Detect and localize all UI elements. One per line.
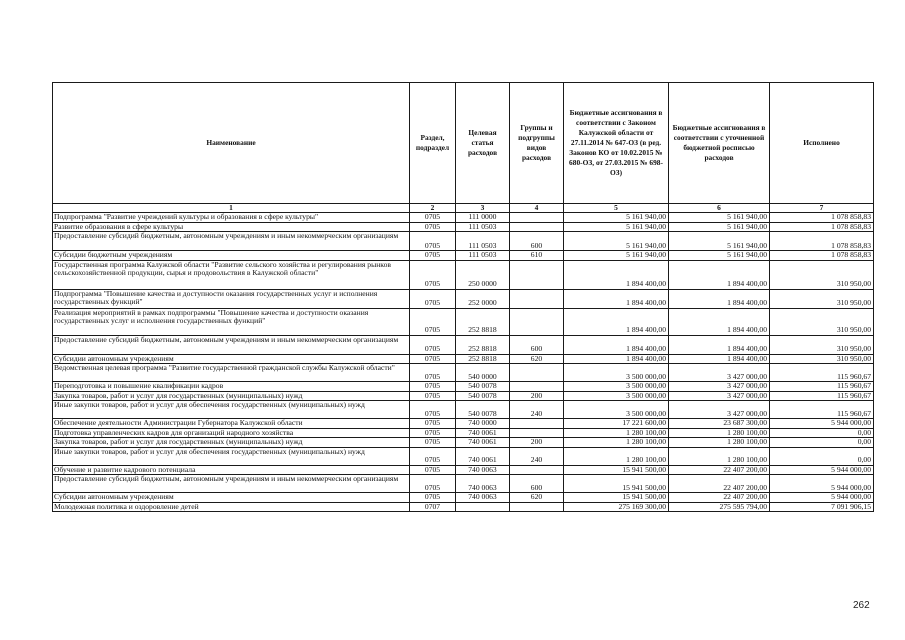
row-target — [456, 502, 510, 512]
row-target: 252 8818 — [456, 354, 510, 364]
row-refined-amount: 5 161 940,00 — [669, 222, 770, 232]
table-row — [53, 364, 874, 382]
row-law-amount: 15 941 500,00 — [564, 465, 669, 475]
table-row — [53, 289, 874, 308]
row-group — [510, 502, 564, 512]
row-name: Реализация мероприятий в рамках подпрограммы "Повышение качества и доступности оказания государственных услуг и исполнения государственных функций" — [53, 308, 410, 335]
row-group — [510, 213, 564, 223]
row-section: 0705 — [410, 213, 456, 223]
column-number: 5 — [564, 204, 669, 213]
row-section: 0705 — [410, 251, 456, 261]
row-section: 0705 — [410, 419, 456, 429]
header-executed: Исполнено — [770, 83, 874, 204]
row-law-amount: 1 280 100,00 — [564, 438, 669, 448]
row-refined-amount: 5 161 940,00 — [669, 213, 770, 223]
table-row — [53, 232, 874, 251]
row-executed-amount: 310 950,00 — [770, 260, 874, 289]
row-group: 200 — [510, 391, 564, 401]
row-name: Субсидии автономным учреждениям — [53, 354, 410, 364]
row-executed-amount: 1 078 858,83 — [770, 222, 874, 232]
row-executed-amount: 1 078 858,83 — [770, 251, 874, 261]
column-number: 4 — [510, 204, 564, 213]
row-group — [510, 222, 564, 232]
row-target: 111 0503 — [456, 222, 510, 232]
row-law-amount: 15 941 500,00 — [564, 493, 669, 503]
row-target: 252 8818 — [456, 308, 510, 335]
header-refined: Бюджетные ассигнования в соответствии с уточненной бюджетной росписью расходов — [669, 83, 770, 204]
row-name: Развитие образования в сфере культуры — [53, 222, 410, 232]
row-target: 111 0000 — [456, 213, 510, 223]
row-law-amount: 5 161 940,00 — [564, 251, 669, 261]
header-name: Наименование — [53, 83, 410, 204]
row-executed-amount: 310 950,00 — [770, 335, 874, 354]
row-group — [510, 382, 564, 392]
row-section: 0705 — [410, 232, 456, 251]
row-group — [510, 465, 564, 475]
row-executed-amount: 310 950,00 — [770, 289, 874, 308]
table-row — [53, 438, 874, 448]
row-name: Иные закупки товаров, работ и услуг для обеспечения государственных (муниципальных) нужд — [53, 447, 410, 465]
row-refined-amount: 1 894 400,00 — [669, 308, 770, 335]
row-section: 0705 — [410, 438, 456, 448]
row-refined-amount: 23 687 300,00 — [669, 419, 770, 429]
row-refined-amount: 1 894 400,00 — [669, 335, 770, 354]
header-section: Раздел, подраздел — [410, 83, 456, 204]
row-target: 252 0000 — [456, 289, 510, 308]
table-row — [53, 428, 874, 438]
table-row — [53, 465, 874, 475]
row-name: Подпрограмма "Развитие учреждений культуры и образования в сфере культуры" — [53, 213, 410, 223]
row-name: Иные закупки товаров, работ и услуг для обеспечения государственных (муниципальных) нужд — [53, 401, 410, 419]
row-target: 740 0061 — [456, 428, 510, 438]
row-law-amount: 1 894 400,00 — [564, 289, 669, 308]
row-target: 540 0078 — [456, 382, 510, 392]
row-law-amount: 1 894 400,00 — [564, 354, 669, 364]
column-number: 7 — [770, 204, 874, 213]
row-section: 0705 — [410, 447, 456, 465]
row-refined-amount: 22 407 200,00 — [669, 465, 770, 475]
table-row — [53, 401, 874, 419]
row-law-amount: 1 280 100,00 — [564, 428, 669, 438]
row-refined-amount: 1 280 100,00 — [669, 447, 770, 465]
row-refined-amount: 3 427 000,00 — [669, 364, 770, 382]
header-row — [53, 83, 874, 204]
row-name: Обучение и развитие кадрового потенциала — [53, 465, 410, 475]
table-body — [53, 213, 874, 512]
table-row — [53, 447, 874, 465]
row-executed-amount: 5 944 000,00 — [770, 475, 874, 493]
row-law-amount: 5 161 940,00 — [564, 232, 669, 251]
row-refined-amount: 1 280 100,00 — [669, 428, 770, 438]
row-refined-amount: 1 894 400,00 — [669, 260, 770, 289]
table-row — [53, 354, 874, 364]
header-law: Бюджетные ассигнования в соответствии с Законом Калужской области от 27.11.2014 № 647-ОЗ (в ред. Законов КО от 10.02.2015 № 680-ОЗ, от 27.03.2015 № 698-ОЗ) — [564, 83, 669, 204]
row-group — [510, 308, 564, 335]
row-refined-amount: 1 894 400,00 — [669, 354, 770, 364]
table-row — [53, 502, 874, 512]
row-target: 740 0063 — [456, 465, 510, 475]
table-row — [53, 308, 874, 335]
row-name: Субсидии автономным учреждениям — [53, 493, 410, 503]
row-section: 0705 — [410, 382, 456, 392]
row-section: 0705 — [410, 354, 456, 364]
row-refined-amount: 22 407 200,00 — [669, 493, 770, 503]
column-number-row — [53, 204, 874, 213]
table-row — [53, 213, 874, 223]
row-law-amount: 1 894 400,00 — [564, 308, 669, 335]
row-target: 250 0000 — [456, 260, 510, 289]
row-name: Государственная программа Калужской области "Развитие сельского хозяйства и регулирования рынков сельскохозяйственной продукции, сырья и продовольствия в Калужской области" — [53, 260, 410, 289]
row-group: 240 — [510, 401, 564, 419]
row-group: 610 — [510, 251, 564, 261]
row-target: 111 0503 — [456, 251, 510, 261]
row-group: 600 — [510, 475, 564, 493]
header-target: Целевая статья расходов — [456, 83, 510, 204]
row-section: 0705 — [410, 308, 456, 335]
column-number: 2 — [410, 204, 456, 213]
row-law-amount: 275 169 300,00 — [564, 502, 669, 512]
row-target: 111 0503 — [456, 232, 510, 251]
row-group: 620 — [510, 493, 564, 503]
table-row — [53, 222, 874, 232]
row-refined-amount: 1 894 400,00 — [669, 289, 770, 308]
row-section: 0705 — [410, 465, 456, 475]
row-name: Ведомственная целевая программа "Развитие государственной гражданской службы Калужской области" — [53, 364, 410, 382]
row-executed-amount: 310 950,00 — [770, 354, 874, 364]
row-executed-amount: 1 078 858,83 — [770, 232, 874, 251]
row-section: 0705 — [410, 475, 456, 493]
table-header — [53, 83, 874, 213]
row-name: Закупка товаров, работ и услуг для государственных (муниципальных) нужд — [53, 438, 410, 448]
row-executed-amount: 0,00 — [770, 438, 874, 448]
row-law-amount: 1 894 400,00 — [564, 335, 669, 354]
row-target: 540 0078 — [456, 401, 510, 419]
row-name: Предоставление субсидий бюджетным, автономным учреждениям и иным некоммерческим организациям — [53, 475, 410, 493]
row-group: 240 — [510, 447, 564, 465]
row-refined-amount: 275 595 794,00 — [669, 502, 770, 512]
row-group: 620 — [510, 354, 564, 364]
table-row — [53, 493, 874, 503]
row-section: 0705 — [410, 335, 456, 354]
row-law-amount: 5 161 940,00 — [564, 222, 669, 232]
row-refined-amount: 5 161 940,00 — [669, 251, 770, 261]
row-group — [510, 428, 564, 438]
row-executed-amount: 0,00 — [770, 428, 874, 438]
row-group — [510, 419, 564, 429]
table-row — [53, 419, 874, 429]
row-law-amount: 1 894 400,00 — [564, 260, 669, 289]
row-section: 0707 — [410, 502, 456, 512]
table-row — [53, 382, 874, 392]
row-section: 0705 — [410, 391, 456, 401]
row-target: 740 0000 — [456, 419, 510, 429]
table-row — [53, 391, 874, 401]
row-executed-amount: 1 078 858,83 — [770, 213, 874, 223]
column-number: 6 — [669, 204, 770, 213]
row-group: 600 — [510, 335, 564, 354]
row-name: Переподготовка и повышение квалификации кадров — [53, 382, 410, 392]
row-refined-amount: 3 427 000,00 — [669, 401, 770, 419]
row-name: Подготовка управленческих кадров для организаций народного хозяйства — [53, 428, 410, 438]
row-law-amount: 3 500 000,00 — [564, 401, 669, 419]
row-section: 0705 — [410, 428, 456, 438]
row-executed-amount: 115 960,67 — [770, 364, 874, 382]
row-law-amount: 1 280 100,00 — [564, 447, 669, 465]
row-section: 0705 — [410, 222, 456, 232]
row-target: 252 8818 — [456, 335, 510, 354]
row-name: Предоставление субсидий бюджетным, автономным учреждениям и иным некоммерческим организациям — [53, 232, 410, 251]
row-section: 0705 — [410, 260, 456, 289]
row-name: Субсидии бюджетным учреждениям — [53, 251, 410, 261]
row-target: 740 0061 — [456, 447, 510, 465]
row-group: 200 — [510, 438, 564, 448]
row-executed-amount: 310 950,00 — [770, 308, 874, 335]
row-refined-amount: 1 280 100,00 — [669, 438, 770, 448]
row-target: 540 0078 — [456, 391, 510, 401]
row-refined-amount: 3 427 000,00 — [669, 391, 770, 401]
row-section: 0705 — [410, 364, 456, 382]
column-number: 1 — [53, 204, 410, 213]
row-refined-amount: 5 161 940,00 — [669, 232, 770, 251]
row-target: 740 0061 — [456, 438, 510, 448]
row-name: Подпрограмма "Повышение качества и доступности оказания государственных услуг и исполнения государственных функций" — [53, 289, 410, 308]
row-name: Закупка товаров, работ и услуг для государственных (муниципальных) нужд — [53, 391, 410, 401]
row-executed-amount: 5 944 000,00 — [770, 465, 874, 475]
row-target: 740 0063 — [456, 493, 510, 503]
row-executed-amount: 115 960,67 — [770, 382, 874, 392]
row-name: Молодежная политика и оздоровление детей — [53, 502, 410, 512]
row-law-amount: 3 500 000,00 — [564, 382, 669, 392]
row-refined-amount: 3 427 000,00 — [669, 382, 770, 392]
row-section: 0705 — [410, 289, 456, 308]
table-row — [53, 260, 874, 289]
row-executed-amount: 115 960,67 — [770, 401, 874, 419]
row-executed-amount: 5 944 000,00 — [770, 493, 874, 503]
row-group: 600 — [510, 232, 564, 251]
budget-table — [52, 82, 874, 512]
row-target: 740 0063 — [456, 475, 510, 493]
row-law-amount: 3 500 000,00 — [564, 391, 669, 401]
row-executed-amount: 5 944 000,00 — [770, 419, 874, 429]
table-row — [53, 475, 874, 493]
column-number: 3 — [456, 204, 510, 213]
row-law-amount: 5 161 940,00 — [564, 213, 669, 223]
row-law-amount: 3 500 000,00 — [564, 364, 669, 382]
row-section: 0705 — [410, 401, 456, 419]
table-row — [53, 251, 874, 261]
row-target: 540 0000 — [456, 364, 510, 382]
row-name: Предоставление субсидий бюджетным, автономным учреждениям и иным некоммерческим организациям — [53, 335, 410, 354]
row-executed-amount: 7 091 906,15 — [770, 502, 874, 512]
page-number: 262 — [853, 600, 870, 611]
row-group — [510, 364, 564, 382]
row-refined-amount: 22 407 200,00 — [669, 475, 770, 493]
row-executed-amount: 115 960,67 — [770, 391, 874, 401]
row-group — [510, 289, 564, 308]
row-law-amount: 15 941 500,00 — [564, 475, 669, 493]
row-executed-amount: 0,00 — [770, 447, 874, 465]
header-group: Группы и подгруппы видов расходов — [510, 83, 564, 204]
table-row — [53, 335, 874, 354]
row-section: 0705 — [410, 493, 456, 503]
row-law-amount: 17 221 600,00 — [564, 419, 669, 429]
row-group — [510, 260, 564, 289]
row-name: Обеспечение деятельности Администрации Губернатора Калужской области — [53, 419, 410, 429]
